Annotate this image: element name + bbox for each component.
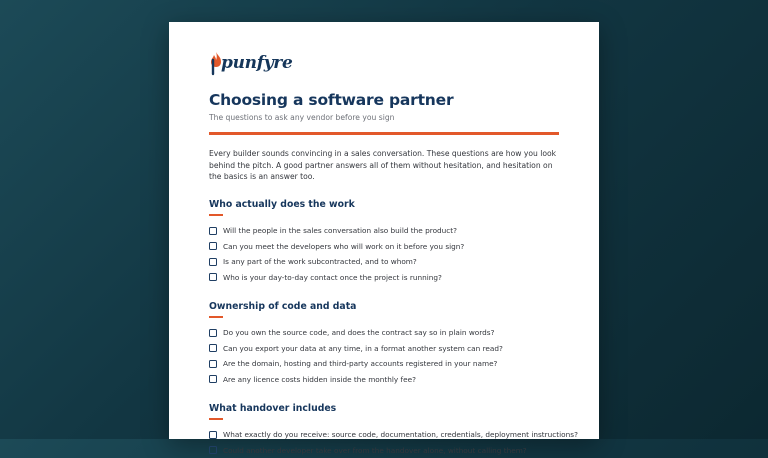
checklist [209,325,559,387]
checkbox[interactable] [209,375,217,383]
checklist-item-text: Who is your day-to-day contact once the project is running? [223,272,442,282]
checklist-item-text: Will the people in the sales conversation also build the product? [223,226,458,236]
checklist [209,223,559,285]
brand-logo [209,50,559,76]
checklist-item-text: Is any part of the work subcontracted, and to whom? [223,257,417,267]
checkbox[interactable] [209,227,217,235]
checklist-item-text: Could another developer take over from the handover alone, without calling them? [223,445,527,455]
section-title: Who actually does the work [209,198,355,210]
checklist-item-text: What exactly do you receive: source code, documentation, credentials, deployment instructions? [223,430,578,440]
checklist-item[interactable] [209,325,559,341]
section-handover [209,402,578,458]
checkbox[interactable] [209,344,217,352]
checklist-item[interactable] [209,238,559,254]
checklist-item[interactable] [209,340,559,356]
checkbox[interactable] [209,360,217,368]
checklist-item[interactable] [209,269,559,285]
checkbox[interactable] [209,329,217,337]
checklist-item-text: Do you own the source code, and does the contract say so in plain words? [223,328,495,338]
title-divider [209,132,559,135]
section-title: Ownership of code and data [209,300,357,312]
checkbox[interactable] [209,242,217,250]
checklist-item[interactable] [209,442,559,458]
section-ownership [209,301,559,387]
logo-wordmark: punfyre [221,53,293,73]
checklist-item[interactable] [209,356,559,372]
checklist-item-text: Are any licence costs hidden inside the monthly fee? [223,374,416,384]
page-title: Choosing a software partner [209,91,454,109]
section-title: What handover includes [209,402,337,414]
page-subtitle: The questions to ask any vendor before you sign [209,113,395,122]
checklist-item-text: Can you export your data at any time, in a format another system can read? [223,343,503,353]
intro-paragraph: Every builder sounds convincing in a sales conversation. These questions are how you look behind the pitch. A good partner answers all of them without hesitation, and hesitation on the basics is an answer too. [209,149,557,182]
checklist-item-text: Are the domain, hosting and third-party accounts registered in your name? [223,359,498,369]
document-page [169,22,599,455]
checkbox[interactable] [209,258,217,266]
checkbox[interactable] [209,431,217,439]
checklist-item[interactable] [209,223,559,239]
checklist-item[interactable] [209,254,559,270]
section-divider [209,214,223,216]
checkbox[interactable] [209,446,217,454]
checklist [209,427,578,458]
section-divider [209,418,223,420]
checklist-item[interactable] [209,427,578,443]
section-who-does-the-work [209,199,559,285]
checkbox[interactable] [209,273,217,281]
checklist-item[interactable] [209,371,559,387]
checklist-item-text: Can you meet the developers who will work on it before you sign? [223,241,465,251]
section-divider [209,316,223,318]
